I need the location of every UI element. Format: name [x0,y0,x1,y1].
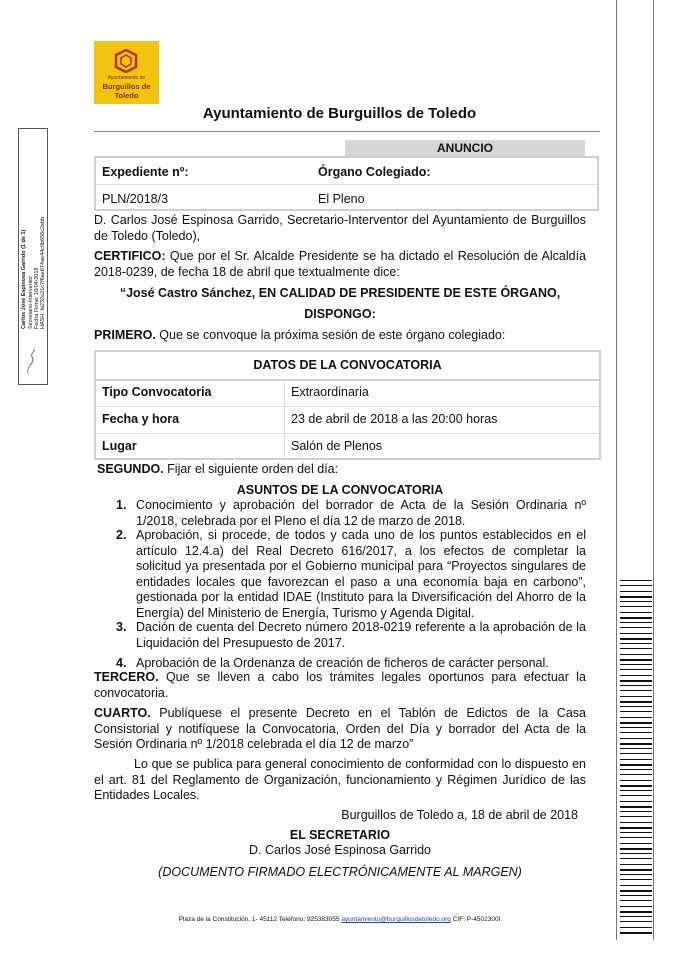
convocatoria-table [94,350,601,460]
row-value: Extraordinaria [284,379,369,406]
row-value: 23 de abril de 2018 a las 20:00 horas [284,406,497,433]
asunto-number: 2. [116,528,127,542]
intro-paragraph: D. Carlos José Espinosa Garrido, Secretario-Interventor del Ayuntamiento de Burguillos de Toledo (Toledo), [94,213,586,243]
quote-line: “José Castro Sánchez, EN CALIDAD DE PRESIDENTE DE ESTE ÓRGANO, [119,286,561,300]
primero-text: Que se convoque la próxima sesión de este órgano colegiado: [155,328,506,342]
asunto-number: 4. [116,656,127,670]
dispongo: DISPONGO: [304,307,376,321]
certifico-label: CERTIFICO: [94,249,166,263]
asunto-item: Aprobación de la Ordenanza de creación de ficheros de carácter personal. [136,656,549,670]
asunto-number: 1. [116,498,127,512]
sign-hash: HASH: fa232e21c7f6ae674ae44c0b656c2ebb [40,216,46,329]
row-key: Lugar [102,439,137,453]
primero-paragraph [94,328,586,344]
asunto-item: Dación de cuenta del Decreto número 2018-0219 referente a la aprobación de la Liquidación del Presupuesto de 2017. [136,620,586,650]
organo-header: Órgano Colegiado: [318,165,431,179]
signer-name: Carlos José Espinosa Garrido (1 de 1) [21,229,27,329]
footer-email-link[interactable]: ayuntamiento@burguillosdetoledo.org [341,916,451,923]
tercero-label: TERCERO. [94,670,159,684]
row-key: Fecha y hora [102,412,180,426]
signer-role: Secretario-Interventor [28,275,34,329]
segundo-label: SEGUNDO. [97,462,164,476]
exp-header: Expediente nº: [102,165,189,179]
footer-address: Plaza de la Constitución, 1- 45112 Teléfono: 925383055 [178,916,340,923]
asunto-item: Conocimiento y aprobación del borrador de Acta de la Sesión Ordinaria nº 1/2018, celebrada por el Pleno el día 12 de marzo de 2018. [136,498,586,528]
primero-label: PRIMERO. [94,328,156,342]
title-rule [94,131,600,132]
segundo-text: Fijar el siguiente orden del día: [163,462,339,476]
cuarto-label: CUARTO. [94,706,151,720]
segundo-paragraph [97,462,587,478]
cuarto-paragraph [94,706,586,753]
convocatoria-header: DATOS DE LA CONVOCATORIA [96,352,599,381]
secretario-name: D. Carlos José Espinosa Garrido [248,843,432,857]
date-place: Burguillos de Toledo a, 18 de abril de 2018 [341,808,578,822]
certifico-text: Que por el Sr. Alcalde Presidente se ha dictado el Resolución de Alcaldía 2018-0239, de fecha 18 de abril que textualmente dice: [94,249,586,279]
signature-scribble-icon [24,347,40,375]
publica-paragraph: Lo que se publica para general conocimiento de conformidad con lo dispuesto en el art. 81 del Reglamento de Organización, funcionamiento y Régimen Jurídico de las Entidades Locales. [94,757,586,802]
barcode-icon [620,580,652,936]
footer [0,916,679,923]
row-value: Salón de Plenos [284,433,382,460]
page-title: Ayuntamiento de Burguillos de Toledo [202,105,477,122]
tercero-text: Que se lleven a cabo los trámites legales oportunos para efectuar la convocatoria. [94,670,586,700]
secretario-title: EL SECRETARIO [289,828,391,842]
asunto-number: 3. [116,620,127,634]
coat-of-arms-icon [114,49,138,73]
signature-margin [18,128,48,385]
logo-line2: Burguillos de Toledo [102,82,151,100]
expediente-table [94,156,599,211]
row-key: Tipo Convocatoria [102,385,212,399]
logo-line1: Ayuntamiento de [107,75,146,81]
tercero-paragraph [94,670,586,701]
sign-date: Fecha Firma: 18/04/2018 [34,267,40,329]
table-row [96,406,599,434]
cuarto-text: Publíquese el presente Decreto en el Tablón de Edictos de la Casa Consistorial y notifíquese la Convocatoria, Orden del Día y borrador del Acta de la Sesión Ordinaria nº 1/2018 celebrada el día 12 de marzo” [94,706,586,751]
asunto-item: Aprobación, si procede, de todos y cada uno de los puntos establecidos en el artículo 12.4.a) del Real Decreto 616/2017, a los efectos de completar la solicitud ya presentada por el Gobierno municipal para “Proyectos singulares de entidades locales que favorezcan el paso a una economía baja en carbono”, gestionada por la entidad IDAE (Instituto para la Diversificación del Ahorro de la Energía) del Ministerio de Energía, Turismo y Agenda Digital. [136,528,586,620]
right-frame-line [653,0,654,940]
municipal-logo [94,41,159,104]
table-row [96,379,599,407]
certifico-paragraph [94,249,586,280]
footer-cif: CIF: P-4502300I [452,916,501,923]
table-row [96,433,599,460]
firmado-note: (DOCUMENTO FIRMADO ELECTRÓNICAMENTE AL MARGEN) [158,865,522,879]
organo-value: El Pleno [318,192,365,206]
anuncio-label: ANUNCIO [345,140,585,156]
exp-value: PLN/2018/3 [102,192,169,206]
asuntos-title: ASUNTOS DE LA CONVOCATORIA [236,483,444,497]
